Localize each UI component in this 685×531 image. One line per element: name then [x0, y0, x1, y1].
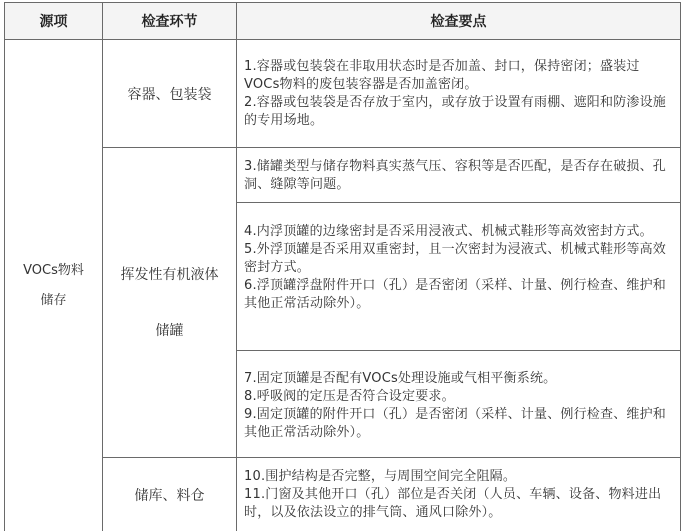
header-source: 源项 — [39, 13, 68, 30]
rule-p3-bottom — [236, 202, 681, 203]
points-warehouse — [244, 468, 672, 522]
point-11: 11.门窗及其他开口（孔）部位是否关闭（人员、车辆、设备、物料进出时，以及依法设立的排气筒、通风口除外）。 — [244, 487, 662, 520]
source-line1: VOCs物料 — [23, 262, 84, 278]
points-tank-type — [244, 158, 672, 194]
point-5: 5.外浮顶罐是否采用双重密封，且一次密封为浸液式、机械式鞋形等高效密封方式。 — [244, 242, 667, 275]
point-10: 10.围护结构是否完整，与周围空间完全阻隔。 — [244, 469, 517, 484]
point-4: 4.内浮顶罐的边缘密封是否采用浸液式、机械式鞋形等高效密封方式。 — [244, 224, 653, 239]
source-line2: 储存 — [40, 292, 67, 308]
points-fixed-roof — [244, 370, 672, 442]
stage-warehouse: 储库、料仓 — [134, 487, 205, 504]
rule-p6-bottom — [236, 350, 681, 351]
stage-tank — [103, 148, 236, 457]
point-7: 7.固定顶罐是否配有VOCs处理设施或气相平衡系统。 — [244, 371, 557, 386]
points-floating-roof — [244, 223, 672, 313]
point-8: 8.呼吸阀的定压是否符合设定要求。 — [244, 389, 455, 404]
point-3: 3.储罐类型与储存物料真实蒸气压、容积等是否匹配，是否存在破损、孔洞、缝隙等问题。 — [244, 159, 667, 192]
source-cell — [5, 40, 102, 531]
points-container — [244, 58, 672, 130]
point-6: 6.浮顶罐浮盘附件开口（孔）是否密闭（采样、计量、例行检查、维护和其他正常活动除外）。 — [244, 278, 667, 311]
stage-tank-line2: 储罐 — [155, 322, 184, 339]
point-2: 2.容器或包装袋是否存放于室内，或存放于设置有雨棚、遮阳和防渗设施的专用场地。 — [244, 95, 667, 128]
rule-col2 — [236, 2, 237, 531]
stage-tank-line1: 挥发性有机液体 — [120, 266, 219, 283]
header-stage: 检查环节 — [141, 13, 198, 30]
stage-container: 容器、包装袋 — [127, 86, 212, 103]
point-1: 1.容器或包装袋在非取用状态时是否加盖、封口，保持密闭；盛装过VOCs物料的废包装容器是否加盖密闭。 — [244, 59, 640, 92]
point-9: 9.固定顶罐的附件开口（孔）是否密闭（采样、计量、例行检查、维护和其他正常活动除外）。 — [244, 407, 667, 440]
header-points: 检查要点 — [430, 13, 487, 30]
rule-right — [680, 2, 681, 531]
